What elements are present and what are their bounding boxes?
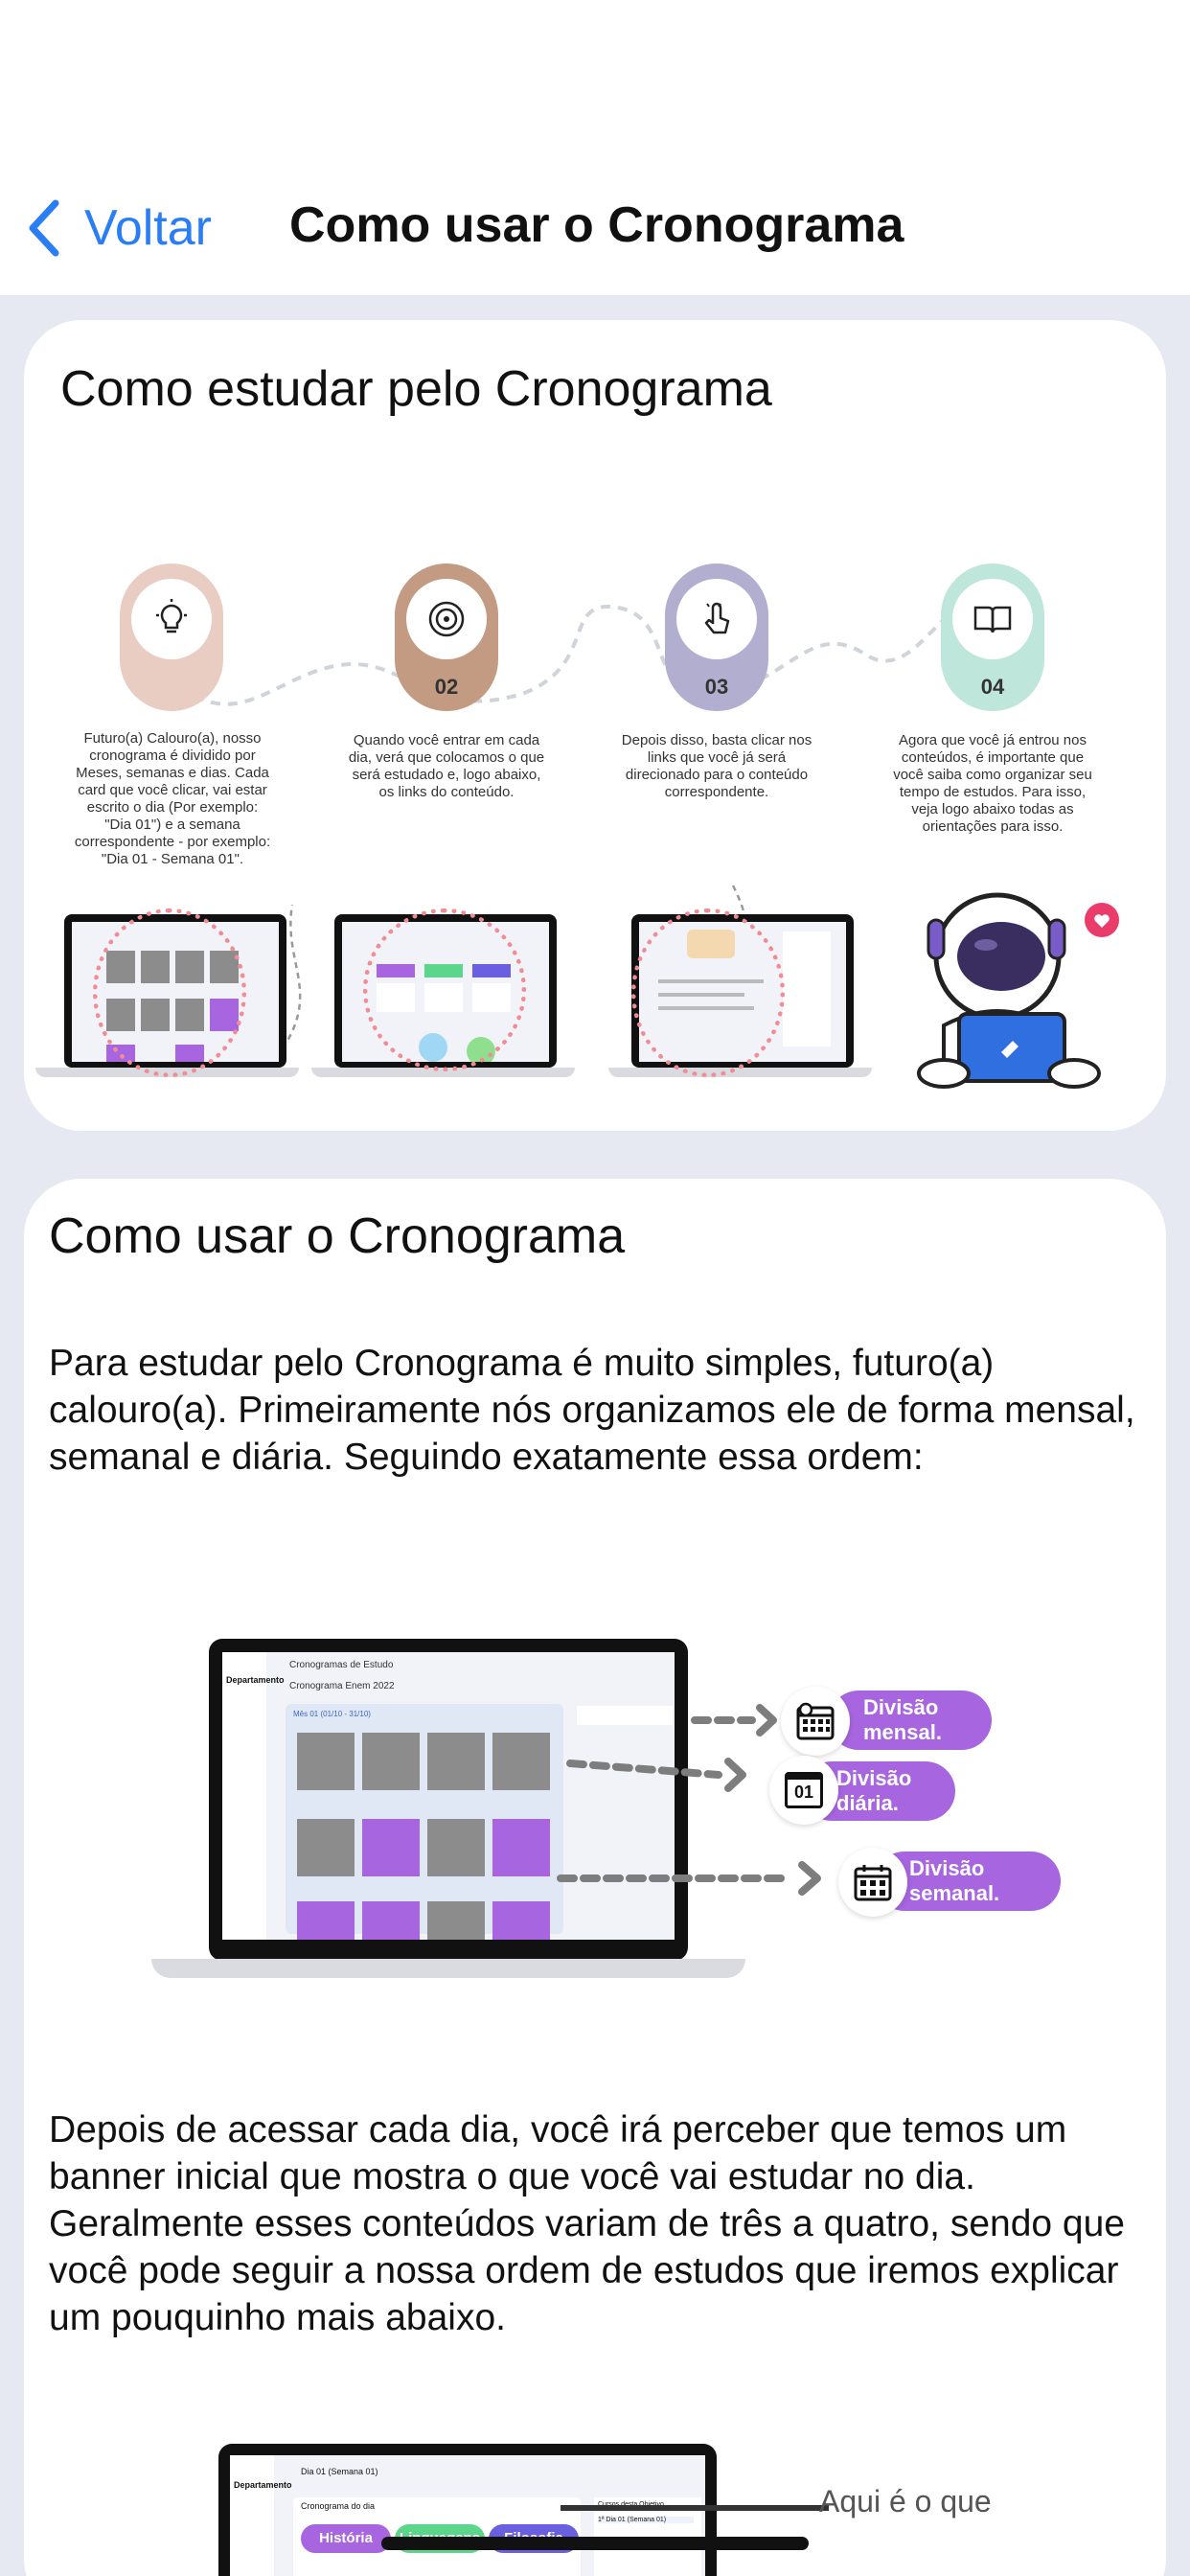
step-3-number: 03 <box>704 675 729 699</box>
laptop-illustration-1 <box>35 914 299 1077</box>
pointer-hand-icon <box>696 598 738 640</box>
card-how-to-study <box>24 320 1166 1131</box>
card-how-to-use <box>24 1179 1166 2576</box>
screen-month: Mês 01 (01/10 - 31/10) <box>293 1710 371 1718</box>
laptop-illustration-3 <box>608 914 872 1077</box>
callout-line <box>561 2505 829 2511</box>
sidebar-label: Departamento <box>226 1675 285 1685</box>
laptop-illustration-2 <box>311 914 575 1077</box>
label-weekly-division: Divisão semanal. <box>875 1852 1061 1911</box>
lightbulb-icon <box>150 598 193 640</box>
page-title: Como usar o Cronograma <box>289 197 904 253</box>
step-1-pin <box>120 564 223 711</box>
navigation-bar <box>0 0 1190 295</box>
division-diagram <box>24 1639 1166 1984</box>
screen-day: Dia 01 (Semana 01) <box>301 2467 378 2476</box>
back-label: Voltar <box>84 200 212 256</box>
home-indicator[interactable] <box>381 2537 809 2550</box>
step-4-number: 04 <box>980 675 1005 699</box>
step-1-text: Futuro(a) Calouro(a), nosso cronograma é dividido por Meses, semanas e dias. Cada card que você clicar, vai estar escrito o dia (Por exemplo: "Dia 01") e a semana correspondente - por exemplo: "Dia 01 - Semana 01". <box>74 730 271 867</box>
intro-paragraph: Para estudar pelo Cronograma é muito simples, futuro(a) calouro(a). Primeiramente nós organizamos ele de forma mensal, semanal e diária. Seguindo exatamente essa ordem: <box>49 1343 1135 1478</box>
open-book-icon <box>972 598 1014 640</box>
label-daily-division: Divisão diária. <box>802 1761 955 1821</box>
dashed-arrows <box>24 1639 1166 1984</box>
label-monthly-division: Divisão mensal. <box>829 1690 992 1750</box>
step-3-text: Depois disso, basta clicar nos links que você já será direcionado para o conteúdo correspondente. <box>621 732 812 800</box>
card-title: Como usar o Cronograma <box>49 1208 626 1264</box>
screen-box-title: Cronograma do dia <box>301 2501 376 2511</box>
card-title: Como estudar pelo Cronograma <box>60 361 772 417</box>
screen-heading-2: Cronograma Enem 2022 <box>289 1681 395 1691</box>
step-2-text: Quando você entrar em cada dia, verá que colocamos o que será estudado e, logo abaixo, os links do conteúdo. <box>348 732 545 800</box>
side-item-1: 1ª Dia 01 (Semana 01) <box>598 2517 694 2523</box>
day-paragraph: Depois de acessar cada dia, você irá perceber que temos um banner inicial que mostra o que você vai estudar no dia. Geralmente esses conteúdos variam de três a quatro, sendo que você pode seguir a nossa ordem de estudos que iremos explicar um pouquinho mais abaixo. <box>49 2109 1125 2338</box>
step-3-pin <box>665 564 768 711</box>
callout-text: Aqui é o que <box>819 2484 992 2518</box>
back-button[interactable] <box>25 192 212 264</box>
steps-infographic <box>24 560 1166 1116</box>
daily-calendar-icon: 01 <box>769 1756 838 1825</box>
step-2-number: 02 <box>434 675 459 699</box>
sidebar-label-2: Departamento <box>234 2480 292 2490</box>
monthly-calendar-icon <box>781 1687 850 1756</box>
step-4-pin <box>941 564 1044 711</box>
astronaut-illustration <box>905 882 1135 1092</box>
chevron-left-icon <box>25 197 63 259</box>
chip-historia: História <box>301 2524 391 2553</box>
step-4-text: Agora que você já entrou nos conteúdos, é importante que você saiba como organizar seu tempo de estudos. Para isso, veja logo abaixo todas as orientações para isso. <box>893 732 1092 835</box>
weekly-calendar-icon <box>838 1848 907 1917</box>
step-2-pin <box>395 564 498 711</box>
daily-page-diagram <box>24 2444 1166 2576</box>
screen-heading-1: Cronogramas de Estudo <box>289 1660 394 1670</box>
target-icon <box>425 598 468 640</box>
